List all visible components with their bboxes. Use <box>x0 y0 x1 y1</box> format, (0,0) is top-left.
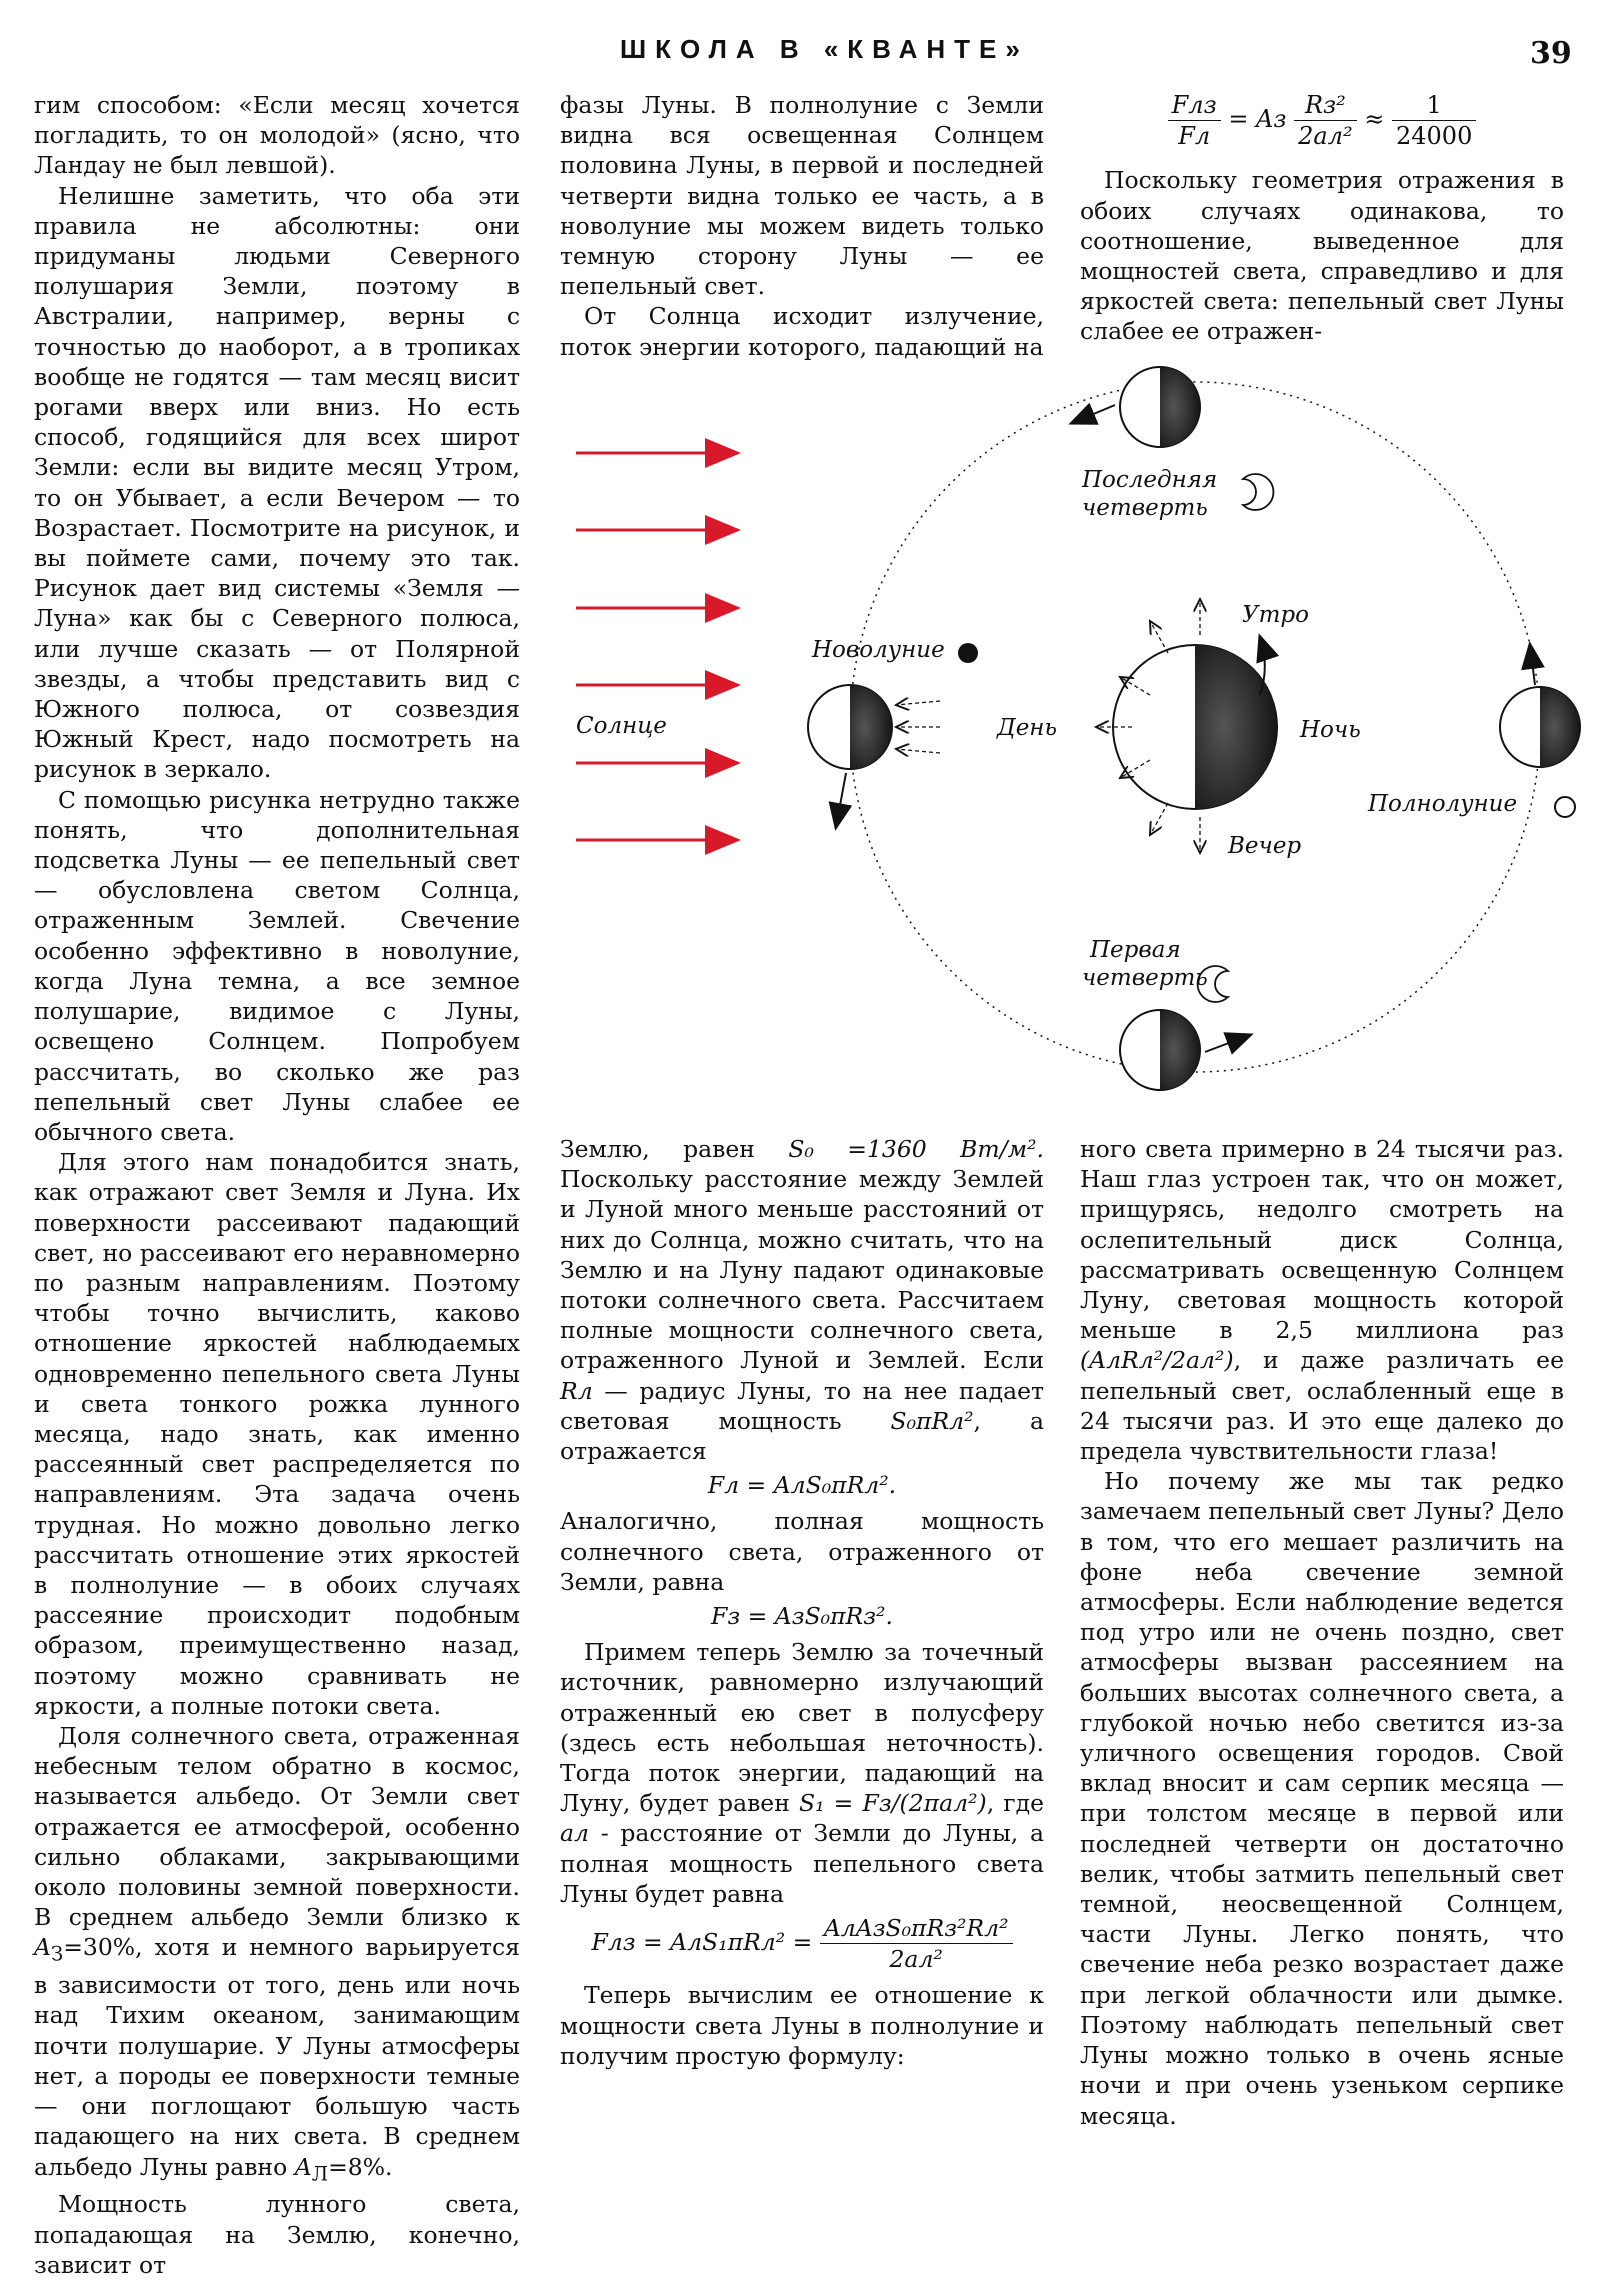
morning-label: Утро <box>1242 602 1310 628</box>
denominator: 24000 <box>1396 122 1473 151</box>
last-quarter-label-1: Последняя <box>1082 467 1218 493</box>
paragraph: Теперь вычислим ее отношение к мощности света Луны в полнолуние и получим простую формулу: <box>560 1981 1044 2070</box>
paragraph: Аналогично, полная мощность солнечного света, отраженного от Земли, равна <box>560 1507 1044 1596</box>
fraction <box>1168 90 1221 151</box>
formula-text: ≈ <box>1364 105 1385 134</box>
formula-inline: Rл <box>560 1376 593 1405</box>
paragraph <box>34 1721 520 2189</box>
column-2-top <box>560 90 1044 362</box>
formula-inline: aл <box>560 1819 589 1848</box>
text-run: - расстояние от Земли до Луны, а полная мощность пепельного света Луны будет равна <box>560 1819 1044 1908</box>
night-label: Ночь <box>1300 717 1361 743</box>
numerator: Rз² <box>1294 90 1356 121</box>
new-moon-symbol <box>958 643 978 663</box>
first-quarter-label-1: Первая <box>1090 937 1181 963</box>
paragraph <box>560 1637 1044 1909</box>
text-run: , а отражается <box>560 1406 1044 1466</box>
light-arrow <box>896 701 940 705</box>
diagram-svg <box>560 355 1590 1115</box>
sun-rays <box>576 453 738 840</box>
formula-text: Fлз = AлS₁πRл² = <box>591 1928 813 1957</box>
text-run: ного света примерно в 24 тысячи раз. Наш глаз устроен так, что он может, прищурясь, недолго смотреть на ослепительный диск Солнца, рассматривать освещенную Солнцем Луну, световая мощность которой меньше в 2,5 миллиона раз <box>1080 1135 1564 1345</box>
paragraph: гим способом: «Если месяц хочется погладить, то он молодой» (ясно, что Ландау не был левшой). <box>34 91 520 180</box>
paragraph: Мощность лунного света, попадающая на Землю, конечно, зависит от <box>34 2190 520 2279</box>
value: =8%. <box>328 2152 393 2181</box>
text-run: Поскольку расстояние между Землей и Луной много меньше расстояний от них до Солнца, можно считать, что на Землю и на Луну падают одинаковые потоки солнечного света. Рассчитаем полные мощности солнечного света, отраженного Луной и Землей. Если <box>560 1165 1044 1375</box>
light-arrow <box>1150 803 1168 835</box>
moon-phases-diagram <box>560 355 1590 1115</box>
formula-inline: S₁ = Fз/(2πaл²) <box>799 1789 987 1818</box>
text-run: Доля солнечного света, отраженная небесным телом обратно в космос, называется альбедо. От Земли свет отражается ее атмосферой, особенно сильно облаками, закрывающими около половины земной поверхности. В среднем альбедо Земли близко к <box>34 1721 520 1932</box>
text-run: , хотя и немного варьируется в зависимости от того, день или ночь над Тихим океаном, занимающим почти полушарие. У Луны атмосферы нет, а породы ее поверхности темные — они поглощают большую часть падающего на них света. В среднем альбедо Луны равно <box>34 1933 520 2181</box>
column-3 <box>1080 1134 1564 2131</box>
paragraph: От Солнца исходит излучение, поток энергии которого, падающий на <box>560 302 1044 361</box>
last-quarter-symbol <box>1243 474 1273 510</box>
ratio-formula <box>1080 90 1564 151</box>
sun-label: Солнце <box>576 713 667 739</box>
numerator: Fлз <box>1168 90 1221 121</box>
last-quarter-label-2: четверть <box>1082 495 1208 521</box>
fraction <box>1294 90 1356 151</box>
formula-earth: Fз = AзS₀πRз². <box>711 1602 893 1631</box>
text-run: — радиус Луны, то на нее падает световая мощность <box>560 1376 1044 1435</box>
paragraph: фазы Луны. В полнолуние с Земли видна вся освещенная Солнцем половина Луны, в первой и последней четверти видна только ее часть, а в новолуние мы можем видеть только темную сторону Луны — ее пепельный свет. <box>560 91 1044 301</box>
column-1 <box>34 90 520 2280</box>
text-run: , и даже различать ее пепельный свет, ослабленный еще в 24 тысячи раз. И это еще далеко до предела чувствительности глаза! <box>1080 1346 1564 1466</box>
light-arrow <box>896 749 940 753</box>
value: =30% <box>63 1933 136 1962</box>
subscript: З <box>50 1943 64 1967</box>
section-title: ШКОЛА В «КВАНТЕ» <box>620 34 1029 64</box>
first-quarter-moon <box>1120 1010 1200 1090</box>
fraction <box>820 1913 1013 1974</box>
formula-moon: Fл = AлS₀πRл². <box>707 1471 897 1500</box>
light-arrow <box>1150 621 1168 653</box>
full-moon-symbol <box>1555 797 1575 817</box>
paragraph: С помощью рисунка нетрудно также понять, что дополнительная подсветка Луны — ее пепельный свет — обусловлена светом Солнца, отраженным Землей. Свечение особенно эффективно в новолуние, когда Луна темна, а все земное полушарие, видимое с Луны, освещено Солнцем. Попробуем рассчитать, во сколько же раз пепельный свет Луны слабее ее обычного света. <box>34 785 520 1146</box>
denominator: 2aл² <box>889 1945 943 1974</box>
new-moon-label: Новолуние <box>812 637 945 663</box>
full-moon <box>1500 687 1580 767</box>
first-quarter-label-2: четверть <box>1082 965 1208 991</box>
formula-ash <box>560 1913 1044 1974</box>
formula-inline: S₀ =1360 Вт/м². <box>788 1135 1044 1163</box>
subscript: Л <box>311 2162 329 2186</box>
page-header <box>0 34 1600 74</box>
formula-text: = Aз <box>1228 105 1287 134</box>
denominator: Fл <box>1178 122 1211 151</box>
last-quarter-moon <box>1120 367 1200 447</box>
orbit-arrow <box>1072 405 1115 423</box>
paragraph: Для этого нам понадобится знать, как отражают свет Земля и Луна. Их поверхности рассеивают падающий свет, но рассеивают его неравномерно по разным направлениям. Поэтому чтобы точно вычислить, каково отношение яркостей наблюдаемых одновременно пепельного света Луны и света тонкого рожка лунного месяца, надо знать, как именно рассеянный свет распределяется по направлениям. Эта задача очень трудная. Но можно довольно легко рассчитать отношение этих яркостей в полнолуние — в обоих случаях рассеяние происходит подобным образом, преимущественно назад, поэтому можно сравнивать не яркости, а полные потоки света. <box>34 1148 520 1720</box>
column-2 <box>560 1134 1044 2071</box>
numerator: AлAзS₀πRз²Rл² <box>820 1913 1013 1944</box>
denominator: 2aл² <box>1298 122 1353 151</box>
formula-inline: S₀πRл² <box>890 1406 974 1435</box>
text-run: , где <box>986 1789 1044 1818</box>
day-label: День <box>997 715 1057 741</box>
paragraph: Но почему же мы так редко замечаем пепельный свет Луны? Дело в том, что его мешает различить на фоне неба свечение земной атмосферы. Если наблюдение ведется под утро или не очень поздно, свет атмосферы вызван рассеянием на больших высотах солнечного света, а глубокой ночью небо светится из-за уличного освещения городов. Свой вклад вносит и сам серпик месяца — при толстом месяце в первой или последней четверти он достаточно велик, чтобы затмить пепельный свет темной, неосвещенной Солнцем, части Луны. Легко понять, что свечение неба резко возрастает даже при легкой облачности или дымке. Поэтому наблюдать пепельный свет Луны можно только в очень ясные ночи и при очень узеньком серпике месяца. <box>1080 1467 1564 2130</box>
paragraph <box>560 1134 1044 1466</box>
fraction <box>1392 90 1476 151</box>
paragraph <box>1080 1134 1564 1466</box>
paragraph: Нелишне заметить, что оба эти правила не абсолютны: они придуманы людьми Северного полушария Земли, поэтому в Австралии, например, верны с точностью до наоборот, а в тропиках вообще не годятся — там месяц висит рогами вверх или вниз. Но есть способ, годящийся для всех широт Земли: если вы видите месяц Утром, то он Убывает, а если Вечером — то Возрастает. Посмотрите на рисунок, и вы поймете сами, почему это так. Рисунок дает вид системы «Земля — Луна» как бы с Северного полюса, или лучше сказать — от Полярной звезды, а чтобы представить вид с Южного полюса, от созвездия Южный Крест, надо посмотреть на рисунок в зеркало. <box>34 181 520 784</box>
earth <box>1113 645 1277 809</box>
orbit-arrow <box>1530 645 1535 685</box>
symbol: A <box>294 2152 312 2181</box>
column-3-top <box>1080 86 1564 347</box>
evening-label: Вечер <box>1228 833 1302 859</box>
paragraph: Поскольку геометрия отражения в обоих случаях одинакова, то соотношение, выведенное для мощностей света, справедливо и для яркостей света: пепельный свет Луны слабее ее отражен- <box>1080 166 1564 346</box>
formula-inline: (AлRл²/2aл²) <box>1080 1346 1234 1375</box>
symbol: A <box>34 1933 51 1962</box>
new-moon <box>808 685 892 769</box>
text-run: Землю, равен <box>560 1135 755 1163</box>
full-moon-label: Полнолуние <box>1368 791 1518 817</box>
numerator: 1 <box>1392 90 1476 121</box>
text-run: Примем теперь Землю за точечный источник, равномерно излучающий отраженный ею свет в полусферу (здесь есть небольшая неточность). Тогда поток энергии, падающий на Луну, будет равен <box>560 1638 1044 1818</box>
orbit-arrow <box>1205 1035 1250 1052</box>
page-number: 39 <box>1530 36 1572 71</box>
orbit-arrow <box>836 773 846 827</box>
